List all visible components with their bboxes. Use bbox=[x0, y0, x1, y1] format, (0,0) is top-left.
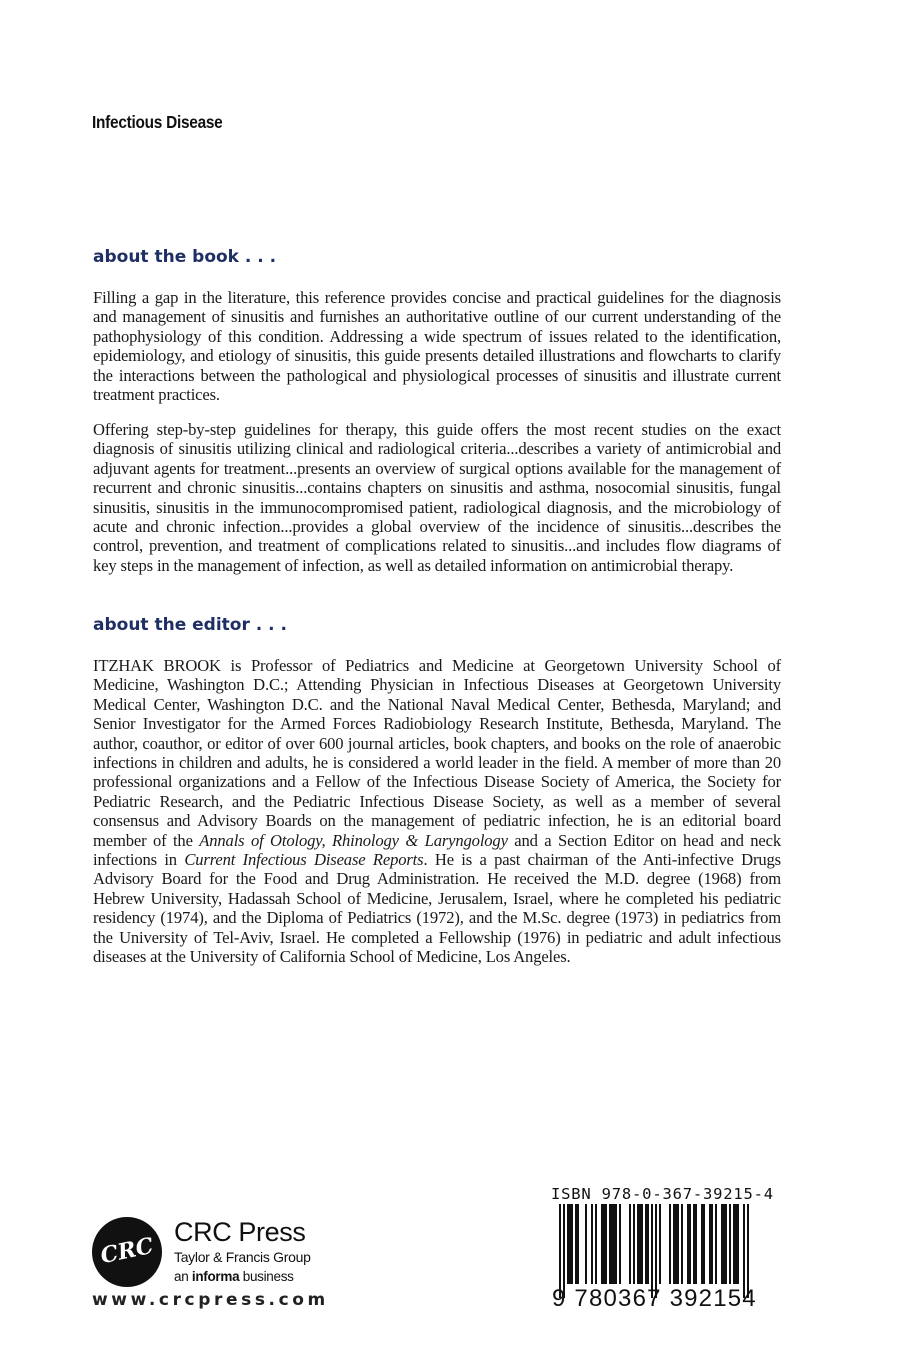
barcode-bar bbox=[567, 1204, 569, 1284]
journal-title-current-reports: Current Infectious Disease Reports bbox=[184, 850, 424, 870]
barcode-bar bbox=[655, 1204, 657, 1298]
barcode-bar bbox=[603, 1204, 605, 1284]
barcode-bar bbox=[681, 1204, 683, 1284]
barcode-bar bbox=[715, 1204, 717, 1284]
publisher-name: CRC Press bbox=[174, 1217, 306, 1247]
editor-bio-part-b: and a Section Editor on head and neck infections in bbox=[93, 830, 781, 870]
barcode-bar bbox=[637, 1204, 639, 1284]
barcode-bar bbox=[677, 1204, 679, 1284]
publisher-group: Taylor & Francis Group bbox=[174, 1249, 311, 1265]
about-book-heading: about the book . . . bbox=[93, 247, 277, 267]
barcode-bar bbox=[645, 1204, 647, 1284]
publisher-business-line bbox=[174, 1267, 311, 1287]
barcode-bar bbox=[737, 1204, 739, 1284]
barcode-bar bbox=[669, 1204, 671, 1284]
barcode-bar bbox=[733, 1204, 735, 1284]
barcode-bar bbox=[633, 1204, 635, 1284]
barcode-bar bbox=[725, 1204, 727, 1284]
publisher-block bbox=[174, 1217, 311, 1287]
barcode-bar bbox=[747, 1204, 749, 1298]
barcode-bar bbox=[609, 1204, 611, 1284]
barcode-bar bbox=[687, 1204, 689, 1284]
barcode-bar bbox=[689, 1204, 691, 1284]
editor-bio-part-a: ITZHAK BROOK is Professor of Pediatrics and Medicine at Georgetown University School of Medicine, Washington D.C.; Attending Physician in Infectious Diseases at Georgetown University Medical Center, Washington D.C. and the National Naval Medical Center, Bethesda, Maryland; and Senior Investigator for the Armed Forces Radiobiology Research Institute, Bethesda, Maryland. The author, coauthor, or editor of over 600 journal articles, book chapters, and books on the role of anaerobic infections in children and adults, he is considered a world leader in the field. A member of more than 20 professional organizations and a Fellow of the Infectious Disease Society of America, the Society for Pediatric Research, and the Pediatric Infectious Disease Society, as well as a member of several consensus and Advisory Boards on the management of pediatric infection, he is an editorial board member of the bbox=[93, 656, 781, 850]
barcode-bar bbox=[675, 1204, 677, 1284]
barcode-bar bbox=[709, 1204, 711, 1284]
barcode-bar bbox=[629, 1204, 631, 1284]
barcode-bar bbox=[647, 1204, 649, 1284]
barcode-bar bbox=[605, 1204, 607, 1284]
barcode-bar bbox=[611, 1204, 613, 1284]
barcode-bar bbox=[639, 1204, 641, 1284]
barcode-bar bbox=[693, 1204, 695, 1284]
barcode-bar bbox=[703, 1204, 705, 1284]
business-suffix: business bbox=[239, 1269, 294, 1284]
barcode-bar bbox=[711, 1204, 713, 1284]
barcode-bar bbox=[563, 1204, 565, 1298]
barcode-bar bbox=[595, 1204, 597, 1284]
barcode-bar bbox=[729, 1204, 731, 1284]
barcode-bar bbox=[721, 1204, 723, 1284]
about-editor-heading: about the editor . . . bbox=[93, 615, 287, 635]
barcode-bar bbox=[585, 1204, 587, 1284]
barcode-bar bbox=[701, 1204, 703, 1284]
barcode-bar bbox=[619, 1204, 621, 1284]
barcode-bar bbox=[651, 1204, 653, 1298]
barcode-bar bbox=[591, 1204, 593, 1284]
barcode-bar bbox=[571, 1204, 573, 1284]
barcode-bar bbox=[569, 1204, 571, 1284]
journal-title-annals: Annals of Otology, Rhinology & Laryngology bbox=[199, 830, 508, 850]
business-brand: informa bbox=[191, 1269, 240, 1284]
about-editor-paragraph bbox=[93, 656, 781, 967]
about-book-paragraph-2: Offering step-by-step guidelines for therapy, this guide offers the most recent studies on the exact diagnosis of sinusitis utilizing clinical and radiological criteria...describes a variety of antimicrobial and adjuvant agents for treatment...presents an overview of surgical options available for the management of recurrent and chronic sinusitis...contains chapters on sinusitis and asthma, nosocomial sinusitis, fungal sinusitis, sinusitis in the immunocompromised patient, radiological diagnosis, and the microbiology of acute and chronic infection...provides a global overview of the incidence of sinusitis...describes the control, prevention, and treatment of complications related to sinusitis...and includes flow diagrams of key steps in the management of infection, as well as detailed information on antimicrobial therapy. bbox=[93, 420, 781, 575]
ean-digits: 9 780367 392154 bbox=[552, 1285, 757, 1312]
barcode-bar bbox=[673, 1204, 675, 1284]
barcode-bar bbox=[577, 1204, 579, 1284]
barcode-bar bbox=[743, 1204, 745, 1298]
barcode-bar bbox=[613, 1204, 615, 1284]
barcode-bar bbox=[735, 1204, 737, 1284]
barcode-bar bbox=[641, 1204, 643, 1284]
barcode-bar bbox=[723, 1204, 725, 1284]
barcode-icon bbox=[550, 1204, 756, 1298]
editor-bio-part-c: . He is a past chairman of the Anti-infective Drugs Advisory Board for the Food and Drug Administration. He received the M.D. degree (1968) from Hebrew University, Hadassah School of Medicine, Jerusalem, Israel, where he completed his pediatric residency (1974), and the Diploma of Pediatrics (1972), and the M.Sc. degree (1973) in pediatrics from the University of Tel-Aviv, Israel. He completed a Fellowship (1976) in pediatric and adult infectious diseases at the University of California School of Medicine, Los Angeles. bbox=[93, 850, 781, 967]
barcode-bar bbox=[559, 1204, 561, 1298]
about-book-paragraph-1: Filling a gap in the literature, this reference provides concise and practical guidelines for the diagnosis and management of sinusitis and furnishes an authoritative outline of our current understanding of the pathophysiology of this condition. Addressing a wide spectrum of issues related to the identification, epidemiology, and etiology of sinusitis, this guide presents detailed illustrations and flowcharts to clarify the interactions between the pathological and physiological processes of sinusitis and illustrate current treatment practices. bbox=[93, 288, 781, 405]
category-label: Infectious Disease bbox=[92, 112, 223, 132]
barcode-bar bbox=[601, 1204, 603, 1284]
isbn-text: ISBN 978-0-367-39215-4 bbox=[551, 1185, 774, 1203]
publisher-website[interactable]: www.crcpress.com bbox=[92, 1290, 329, 1310]
barcode-bar bbox=[615, 1204, 617, 1284]
business-prefix: an bbox=[174, 1269, 192, 1284]
crc-logo-icon bbox=[92, 1217, 162, 1287]
crc-logo-letters: CRC bbox=[98, 1232, 156, 1270]
barcode-bar bbox=[659, 1204, 661, 1284]
barcode-bar bbox=[575, 1204, 577, 1284]
barcode-bar bbox=[695, 1204, 697, 1284]
